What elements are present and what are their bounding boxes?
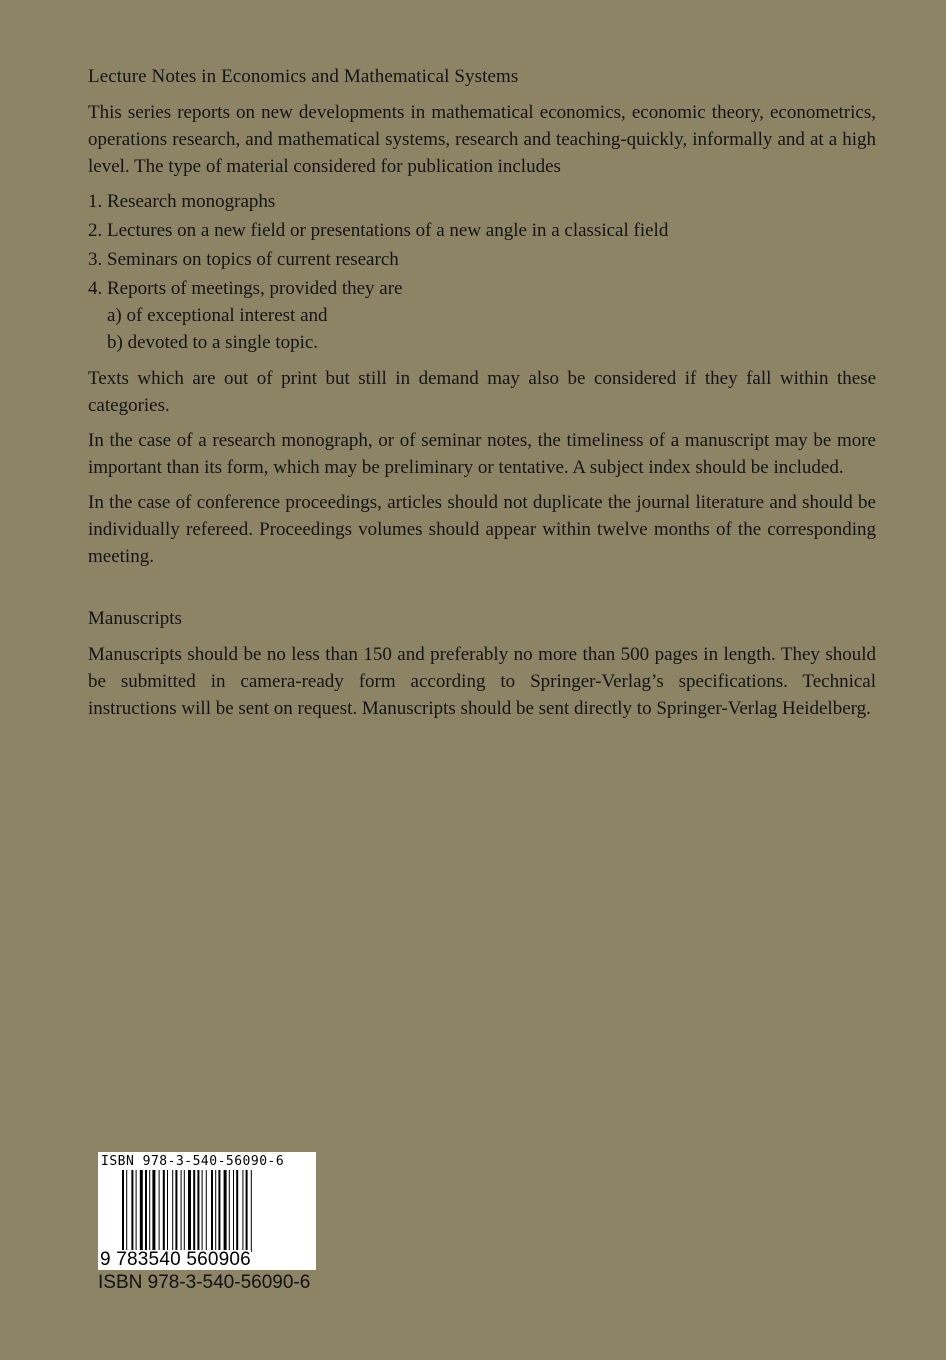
out-of-print-paragraph: Texts which are out of print but still in demand may also be considered if they fall within these categories. bbox=[88, 368, 876, 416]
barcode-bar bbox=[184, 1170, 185, 1252]
barcode-bar bbox=[181, 1170, 182, 1252]
barcode-bar bbox=[197, 1170, 199, 1252]
barcode-bar bbox=[236, 1170, 238, 1252]
barcode-bar bbox=[140, 1170, 143, 1252]
barcode-bar bbox=[229, 1170, 230, 1252]
barcode-bars bbox=[98, 1170, 316, 1252]
isbn-label-bottom: ISBN 978-3-540-56090-6 bbox=[98, 1272, 311, 1293]
barcode-bar bbox=[211, 1170, 213, 1252]
barcode-box bbox=[98, 1152, 316, 1270]
conference-paragraph: In the case of conference proceedings, articles should not duplicate the journal literature and should be individually refereed. Proceedings volumes should appear within twelve months of the corresponding meeting. bbox=[88, 492, 876, 567]
manuscripts-paragraph: Manuscripts should be no less than 150 and preferably no more than 500 pages in length. They should be submitted in camera-ready form according to Springer-Verlag’s specifications. Technical instructions will be sent on request. Manuscripts should be sent directly to Springer-Verlag Heidelberg. bbox=[88, 644, 876, 719]
barcode-bar bbox=[149, 1170, 150, 1252]
list-item: 1. Research monographs bbox=[88, 191, 276, 212]
material-list bbox=[88, 188, 876, 356]
list-item-label: 4. Reports of meetings, provided they are bbox=[88, 278, 403, 299]
barcode-bar bbox=[202, 1170, 203, 1252]
barcode-bar bbox=[122, 1170, 124, 1252]
isbn-barcode bbox=[98, 1152, 318, 1294]
barcode-bar bbox=[251, 1170, 252, 1252]
barcode-bar bbox=[163, 1170, 165, 1252]
barcode-bar bbox=[136, 1170, 137, 1252]
barcode-bar bbox=[188, 1170, 191, 1252]
barcode-bar bbox=[242, 1170, 243, 1252]
barcode-bar bbox=[159, 1170, 160, 1252]
barcode-bar bbox=[246, 1170, 248, 1252]
barcode-bar bbox=[233, 1170, 234, 1252]
barcode-bar bbox=[126, 1170, 127, 1252]
series-title: Lecture Notes in Economics and Mathematical Systems bbox=[88, 66, 519, 87]
meeting-conditions-list bbox=[88, 302, 876, 356]
barcode-bar bbox=[175, 1170, 177, 1252]
back-cover-text bbox=[88, 66, 876, 730]
barcode-bar bbox=[172, 1170, 173, 1252]
barcode-bar bbox=[145, 1170, 147, 1252]
barcode-bar bbox=[152, 1170, 155, 1252]
barcode-bar bbox=[131, 1170, 133, 1252]
intro-paragraph: This series reports on new developments in mathematical economics, economic theory, econometrics, operations research, and mathematical systems, research and teaching-quickly, informally and at a high level. The type of material considered for publication includes bbox=[88, 102, 876, 177]
manuscripts-heading: Manuscripts bbox=[88, 608, 182, 629]
barcode-bar bbox=[224, 1170, 227, 1252]
list-item: 2. Lectures on a new field or presentations of a new angle in a classical field bbox=[88, 220, 669, 241]
list-item: 3. Seminars on topics of current research bbox=[88, 249, 399, 270]
list-item bbox=[88, 275, 876, 356]
ean-digits: 9 783540 560906 bbox=[100, 1249, 251, 1270]
barcode-bar bbox=[193, 1170, 195, 1252]
list-item: b) devoted to a single topic. bbox=[107, 332, 319, 353]
monograph-paragraph: In the case of a research monograph, or of seminar notes, the timeliness of a manuscript may be more important than its form, which may be preliminary or tentative. A subject index should be included. bbox=[88, 430, 876, 478]
list-item: a) of exceptional interest and bbox=[107, 305, 328, 326]
barcode-bar bbox=[206, 1170, 207, 1252]
barcode-bar bbox=[215, 1170, 216, 1252]
barcode-bar bbox=[167, 1170, 168, 1252]
barcode-bar bbox=[218, 1170, 220, 1252]
isbn-label-top: ISBN 978-3-540-56090-6 bbox=[101, 1154, 285, 1169]
